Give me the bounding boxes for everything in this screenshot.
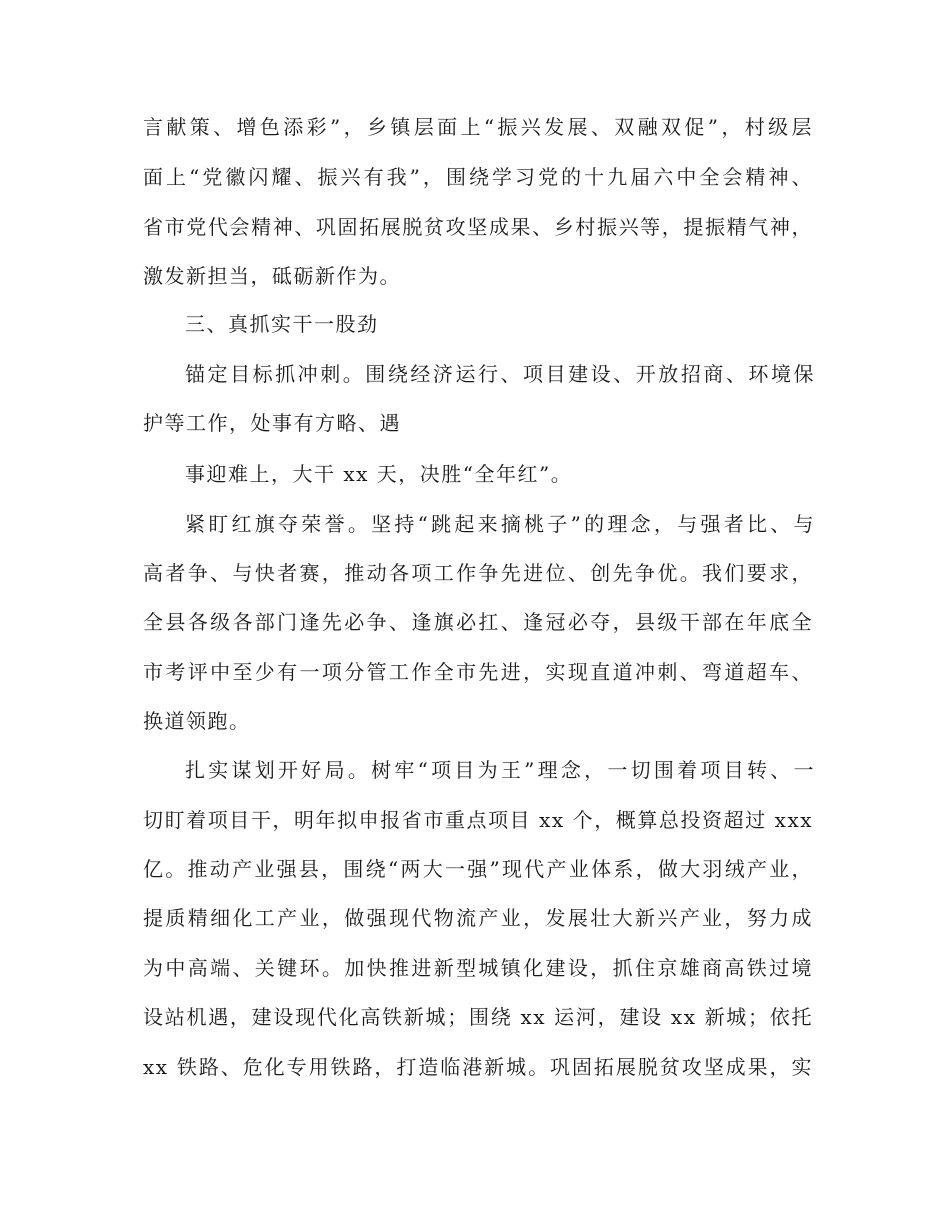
paragraph-line: 全县各级各部门逢先必争、逢旗必扛、逢冠必夺，县级干部在年底全 [143, 610, 813, 634]
paragraph-line: 锚定目标抓冲刺。围绕经济运行、项目建设、开放招商、环境保 [185, 362, 815, 386]
paragraph-line: 高者争、与快者赛，推动各项工作争先进位、创先争优。我们要求， [143, 561, 813, 585]
paragraph-line: 护等工作，处事有方略、遇 [143, 411, 401, 435]
section-heading: 三、真抓实干一股劲 [185, 312, 379, 336]
paragraph-line: 面上“党徽闪耀、振兴有我”，围绕学习党的十九届六中全会精神、 [143, 165, 813, 189]
paragraph-line: 提质精细化工产业，做强现代物流产业，发展壮大新兴产业，努力成 [143, 906, 813, 930]
paragraph-line: 扎实谋划开好局。树牢“项目为王”理念，一切围着项目转、一 [185, 758, 815, 782]
paragraph-line: 切盯着项目干，明年拟申报省市重点项目 xx 个，概算总投资超过 xxx [143, 808, 813, 832]
paragraph-line: 亿。推动产业强县，围绕“两大一强”现代产业体系，做大羽绒产业， [143, 857, 813, 881]
paragraph-line: 市考评中至少有一项分管工作全市先进，实现直道冲刺、弯道超车、 [143, 660, 813, 684]
paragraph-line: 省市党代会精神、巩固拓展脱贫攻坚成果、乡村振兴等，提振精气神， [143, 215, 813, 239]
paragraph-line: 换道领跑。 [143, 709, 251, 733]
paragraph-line: 为中高端、关键环。加快推进新型城镇化建设，抓住京雄商高铁过境 [143, 956, 813, 980]
paragraph-line: xx 铁路、危化专用铁路，打造临港新城。巩固拓展脱贫攻坚成果，实 [143, 1055, 813, 1079]
paragraph-line: 事迎难上，大干 xx 天，决胜“全年红”。 [185, 462, 573, 486]
paragraph-line: 设站机遇，建设现代化高铁新城；围绕 xx 运河，建设 xx 新城；依托 [143, 1005, 813, 1029]
paragraph-line: 言献策、增色添彩”，乡镇层面上“振兴发展、双融双促”，村级层 [143, 115, 813, 139]
paragraph-line: 紧盯红旗夺荣誉。坚持“跳起来摘桃子”的理念，与强者比、与 [185, 512, 815, 536]
paragraph-line: 激发新担当，砥砺新作为。 [143, 264, 401, 288]
